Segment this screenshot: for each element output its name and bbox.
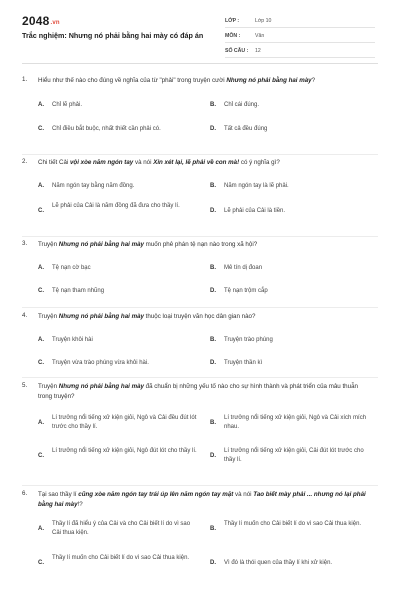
option-text: Lẽ phải của Cải là tiền. (224, 208, 286, 214)
question-list (0, 76, 400, 590)
question-4 (0, 312, 400, 382)
option-letter: A. (38, 183, 44, 189)
option-letter: D. (210, 288, 216, 294)
answer-options (38, 410, 378, 484)
text-run: muốn phê phán tệ nạn nào trong xã hội? (143, 241, 258, 248)
answer-options (38, 94, 378, 142)
question-1 (0, 76, 400, 158)
text-run: Truyện (38, 241, 59, 248)
option-text: Thầy lí muốn cho Cải biết lí do vì sao Cải thua kiện. (52, 555, 190, 561)
text-run: thuộc loại truyện văn học dân gian nào? (143, 313, 256, 320)
option-letter: C. (38, 453, 44, 459)
option-letter: B. (210, 265, 216, 271)
question-text (38, 76, 378, 86)
text-run: Tại sao thầy lí (38, 491, 79, 498)
meta-label: SỐ CÂU : (225, 48, 249, 54)
option-letter: D. (210, 360, 216, 366)
question-text (38, 490, 368, 510)
header-divider (22, 63, 378, 64)
logo-number: 2048 (22, 14, 50, 28)
option-letter: B. (210, 183, 216, 189)
text-run-emphasis: Nhưng nó phải bằng hai mày (58, 313, 144, 320)
question-number: 1. (22, 76, 28, 83)
text-run: Truyện (38, 313, 59, 320)
meta-row-subject (225, 30, 375, 43)
question-text (38, 382, 368, 402)
site-logo[interactable] (22, 14, 60, 28)
option-letter: B. (210, 420, 216, 426)
option-letter: C. (38, 288, 44, 294)
meta-label: LỚP : (225, 18, 240, 24)
text-run-emphasis: Xin xét lại, lẽ phải về con mà! (153, 159, 240, 166)
option-b[interactable] (210, 414, 380, 434)
text-run: ? (311, 77, 316, 84)
option-text: Tệ nạn cờ bạc (52, 265, 91, 271)
option-text: Tệ nạn trộm cắp (224, 288, 268, 294)
option-text: Tệ nạn tham nhũng (52, 288, 105, 294)
text-run: Hiểu như thế nào cho đúng về nghĩa của từ "phải" trong truyện cười (38, 77, 227, 84)
option-letter: C. (38, 208, 44, 214)
text-run: Chi tiết Cải (38, 159, 70, 166)
answer-options (38, 258, 378, 302)
option-a[interactable] (38, 520, 206, 540)
option-letter: D. (210, 453, 216, 459)
option-letter: A. (38, 526, 44, 532)
option-letter: A. (38, 265, 44, 271)
option-letter: D. (210, 208, 216, 214)
question-divider (22, 377, 378, 378)
question-2 (0, 158, 400, 240)
meta-row-class (225, 15, 375, 28)
question-divider (22, 307, 378, 308)
option-letter: A. (38, 102, 44, 108)
option-text: Truyện khôi hài (52, 337, 93, 343)
meta-row-count (225, 45, 375, 58)
answer-options (38, 176, 378, 232)
option-text: Truyện trào phúng (224, 337, 273, 343)
meta-value: 12 (255, 48, 261, 54)
text-run: có ý nghĩa gì? (239, 159, 280, 166)
question-divider (22, 154, 378, 155)
option-text: Lẽ phải của Cải là năm đồng đã đưa cho thầy lí. (52, 203, 180, 209)
option-letter: B. (210, 526, 216, 532)
option-text: Chỉ cái đúng. (224, 102, 260, 108)
option-text: Chỉ lẽ phải. (52, 102, 83, 108)
option-text: Năm ngón tay là lẽ phải. (224, 183, 289, 189)
option-c[interactable] (38, 202, 203, 222)
option-letter: D. (210, 560, 216, 566)
question-divider (22, 485, 378, 486)
meta-info (225, 15, 375, 60)
question-text (38, 240, 378, 250)
text-run-emphasis: cũng xòe năm ngón tay trái úp lên năm ngón tay mặt (78, 491, 234, 498)
question-6 (0, 490, 400, 590)
option-b[interactable] (210, 520, 380, 540)
question-number: 4. (22, 312, 28, 319)
option-text: Tất cả đều đúng (224, 126, 268, 132)
text-run-emphasis: Tao biết mày phải ... nhưng nó lại phải bằng hai mày (38, 491, 366, 508)
option-letter: B. (210, 337, 216, 343)
text-run-emphasis: Nhưng nó phải bằng hai mày (226, 77, 312, 84)
meta-value: Văn (255, 33, 265, 39)
question-number: 6. (22, 490, 28, 497)
option-text: Truyện vừa trào phúng vừa khôi hài. (52, 360, 149, 366)
option-text: Lí trưởng nổi tiếng xử kiện giỏi, Cải đút lót trước cho thầy lí. (224, 448, 364, 463)
question-divider (22, 236, 378, 237)
option-text: Lí trưởng nổi tiếng xử kiện giỏi, Ngô đút lót cho thầy lí. (52, 448, 197, 454)
question-number: 5. (22, 382, 28, 389)
option-text: Lí trưởng nổi tiếng xử kiện giỏi, Ngô và Cải đều đút lót trước cho thầy lí. (52, 415, 197, 430)
answer-options (38, 518, 378, 588)
text-run: và nói (233, 491, 254, 498)
meta-label: MÔN : (225, 33, 241, 39)
text-run: Truyện (38, 383, 59, 390)
question-text (38, 158, 378, 168)
option-text: Mê tín dị đoan (224, 265, 263, 271)
question-number: 2. (22, 158, 28, 165)
option-a[interactable] (38, 414, 206, 434)
option-letter: B. (210, 102, 216, 108)
text-run-emphasis: Nhưng nó phải bằng hai mày (58, 383, 144, 390)
option-text: Thầy lí đã hiểu ý của Cải và cho Cải biết lí do vì sao Cải thua kiện. (52, 521, 191, 536)
page-header (0, 0, 400, 62)
option-text: Thầy lí muốn cho Cải biết lí do vì sao Cải thua kiện. (224, 521, 362, 527)
option-letter: C. (38, 360, 44, 366)
option-letter: A. (38, 420, 44, 426)
question-number: 3. (22, 240, 28, 247)
option-text: Truyện thần kì (224, 360, 263, 366)
option-letter: D. (210, 126, 216, 132)
page-title: Trắc nghiệm: Nhưng nó phải bằng hai mày có đáp án (22, 31, 204, 40)
question-3 (0, 240, 400, 312)
option-letter: C. (38, 560, 44, 566)
option-text: Vì đó là thói quen của thầy lí khi xử kiện. (224, 560, 333, 566)
text-run: đã chuẩn bị những yếu tố nào cho sự hình thành và phát triển của mâu thuẫn trong truyện? (38, 383, 358, 400)
question-text (38, 312, 378, 322)
option-c[interactable] (38, 554, 206, 574)
logo-domain: .vn (50, 20, 60, 26)
option-d[interactable] (210, 447, 380, 467)
text-run-emphasis: Nhưng nó phải bằng hai mày (58, 241, 144, 248)
option-text: Năm ngón tay bằng năm đồng. (52, 183, 135, 189)
text-run: và nói (133, 159, 154, 166)
text-run: !? (77, 501, 83, 508)
option-letter: C. (38, 126, 44, 132)
option-text: Chỉ điều bắt buộc, nhất thiết cần phải có. (52, 126, 161, 132)
option-c[interactable] (38, 447, 206, 467)
text-run-emphasis: vội xòe năm ngón tay (69, 159, 134, 166)
option-text: Lí trưởng nổi tiếng xử kiện giỏi, Ngô và Cải xích mích nhau. (224, 415, 367, 430)
option-letter: A. (38, 337, 44, 343)
question-5 (0, 382, 400, 490)
meta-value: Lớp 10 (255, 18, 272, 24)
answer-options (38, 330, 378, 374)
